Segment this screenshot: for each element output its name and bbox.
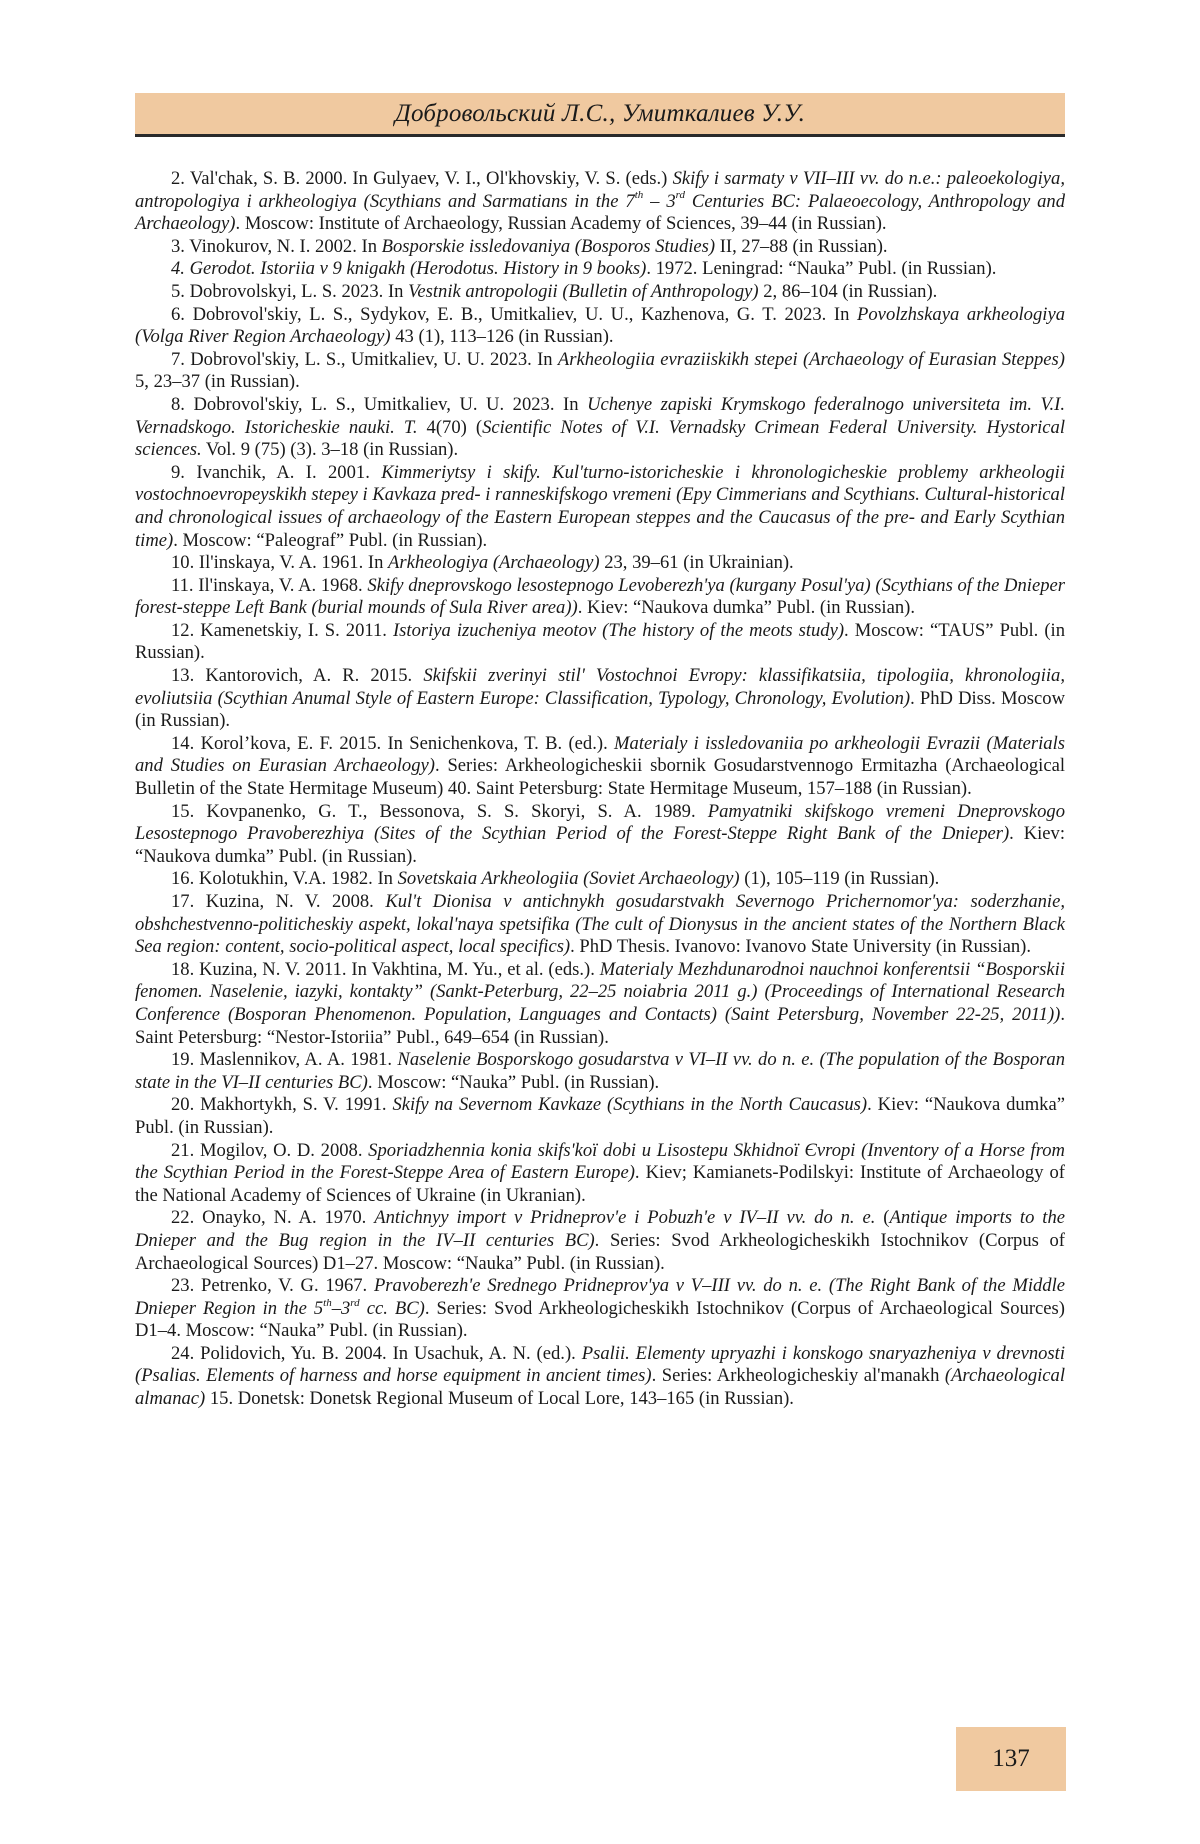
reference-text-segment: . 1972. Leningrad: “Nauka” Publ. (in Russian).	[646, 258, 997, 280]
reference-number: 4.	[171, 258, 185, 280]
reference-text-segment: . Kiev: “Naukova dumka” Publ. (in Russian).	[135, 823, 1065, 867]
reference-text-segment: Vinokurov, N. I. 2002. In	[189, 235, 382, 257]
reference-title-segment: Povolzhskaya arkheologiya (Volga River Region Archaeology)	[135, 303, 1065, 348]
reference-text-segment: . Kiev: “Naukova dumka” Publ. (in Russian).	[135, 1094, 1065, 1138]
running-header	[135, 93, 1065, 137]
reference-text-segment: Korol’kova, E. F. 2015. In Senichenkova, T. B. (ed.).	[200, 732, 615, 754]
reference-title-segment: th	[323, 1296, 332, 1309]
reference-number: 18.	[171, 958, 195, 980]
reference-text-segment: . Kiev; Kamianets-Podilskyi: Institute of Archaeology of the National Academy of Sciences of Ukraine (in Ukranian).	[135, 1162, 1065, 1206]
reference-number: 7.	[171, 348, 185, 370]
page-number-box	[956, 1727, 1066, 1791]
reference-title-segment: Naselenie Bosporskogo gosudarstva v VI–II vv. do n. e. (The population of the Bosporan state in the VI–II centuries BC)	[135, 1049, 1066, 1093]
reference-title-segment: Materialy i issledovaniia po arkheologii Evrazii (Materials and Studies on Eurasian Archaeology)	[135, 732, 1065, 777]
reference-number: 24.	[171, 1342, 195, 1364]
reference-text-segment: . Kiev: “Naukova dumka” Publ. (in Russian).	[577, 597, 915, 619]
reference-entry	[135, 1094, 1065, 1139]
reference-entry	[135, 1140, 1065, 1208]
reference-entry	[135, 1343, 1065, 1411]
reference-text-segment: Kuzina, N. V. 2008.	[205, 891, 386, 912]
reference-text-segment: (	[875, 1207, 890, 1229]
reference-entry	[135, 1275, 1065, 1343]
reference-title-segment: – 3	[643, 190, 676, 212]
reference-entry	[135, 575, 1065, 620]
reference-entry	[135, 236, 1065, 259]
reference-entry	[135, 959, 1065, 1049]
reference-text-segment: . Moscow: Institute of Archaeology, Russian Academy of Sciences, 39–44 (in Russian).	[235, 213, 887, 235]
reference-number: 13.	[171, 665, 195, 687]
reference-text-segment: Dobrovol'skiy, L. S., Umitkaliev, U. U. 2023. In	[193, 393, 588, 415]
reference-title-segment: Arkheologiya (Archaeology)	[388, 552, 600, 574]
reference-text-segment: . Series: Svod Arkheologicheskikh Istochnikov (Corpus of Archaeological Sources) D1–27. Moscow: “Nauka” Publ. (in Russian).	[135, 1229, 1065, 1274]
page-number: 137	[992, 1745, 1030, 1772]
reference-title-segment: Skify na Severnom Kavkaze (Scythians in the North Caucasus)	[392, 1094, 868, 1116]
reference-title-segment: Skify dneprovskogo lesostepnogo Levoberezh'ya (kurgany Posul'ya) (Scythians of the Dnieper forest-steppe Left Bank (burial mounds of Sula River area))	[135, 574, 1065, 619]
reference-text-segment: Mogilov, O. D. 2008.	[199, 1139, 369, 1161]
reference-text-segment: Val'chak, S. B. 2000. In Gulyaev, V. I., Ol'khovskiy, V. S. (eds.)	[189, 168, 673, 189]
reference-number: 3.	[171, 235, 185, 257]
reference-number: 21.	[171, 1139, 195, 1161]
reference-text-segment: . Moscow: “Paleograf” Publ. (in Russian).	[173, 529, 488, 551]
reference-text-segment: Kolotukhin, V.A. 1982. In	[198, 868, 398, 890]
reference-list	[135, 168, 1065, 1411]
reference-entry	[135, 168, 1065, 236]
reference-title-segment: Antique imports to the Dnieper and the Bug region in the IV–II centuries BC)	[135, 1207, 1065, 1251]
reference-title-segment: Vestnik antropologii (Bulletin of Anthropology)	[408, 280, 759, 302]
reference-text-segment: Polidovich, Yu. B. 2004. In Usachuk, A. N. (ed.).	[200, 1342, 582, 1364]
reference-number: 8.	[171, 393, 185, 415]
reference-text-segment: . Series: Arkheologicheskiy al'manakh	[651, 1365, 945, 1387]
reference-entry	[135, 462, 1065, 552]
reference-title-segment: Psalii. Elementy upryazhi i konskogo snaryazheniya v drevnosti (Psalias. Elements of harness and horse equipment in ancient times)	[135, 1342, 1065, 1387]
reference-title-segment: Materialy Mezhdunarodnoi nauchnoi konferentsii “Bosporskii fenomen. Naselenie, iazyki, kontakty” (Sankt-Peterburg, 22–25 noiabria 2011 g.) (Proceedings of International Research Conference (Bosporan Phenomenon. Population, Languages and Contacts) (Saint Petersburg, November 22-25, 2011))	[135, 958, 1065, 1025]
reference-number: 19.	[171, 1049, 195, 1071]
reference-title-segment: Sporiadzhennia konia skifs'koï dobi u Lisostepu Skhidnoï Єvropi (Inventory of a Horse from the Scythian Period in the Forest-Steppe Area of Eastern Europe)	[135, 1139, 1065, 1184]
reference-text-segment: 23, 39–61 (in Ukrainian).	[599, 552, 794, 574]
reference-title-segment: rd	[350, 1296, 360, 1309]
reference-title-segment: (Archaeological almanac)	[135, 1365, 1066, 1410]
reference-entry	[135, 733, 1065, 801]
reference-text-segment: Dobrovol'skiy, L. S., Sydykov, E. B., Umitkaliev, U. U., Kazhenova, G. T. 2023. In	[192, 303, 858, 325]
reference-text-segment: Kuzina, N. V. 2011. In Vakhtina, M. Yu., et al. (eds.).	[199, 958, 600, 980]
reference-entry	[135, 665, 1065, 733]
reference-text-segment: Makhortykh, S. V. 1991.	[200, 1094, 393, 1116]
reference-entry	[135, 281, 1065, 304]
reference-entry	[135, 304, 1065, 349]
reference-text-segment: Il'inskaya, V. A. 1961. In	[198, 552, 389, 574]
reference-number: 22.	[171, 1207, 195, 1229]
reference-title-segment: Kimmeriytsy i skify. Kul'turno-istoricheskie i khronologicheskie problemy arkheologii vostochnoevropeyskikh stepey i Kavkaza pred- i ranneskifskogo vremeni (Epy Cimmerians and Scythians. Cultural-historical and chronological issues of archaeology of the Eastern European steppes and the Caucasus of the pre- and Early Scythian time)	[135, 461, 1066, 551]
reference-title-segment: Kul't Dionisa v antichnykh gosudarstvakh Severnogo Prichernomor'ya: soderzhanie, obshchestvenno-politicheskiy aspekt, lokal'naya spetsifika (The cult of Dionysus in the ancient states of the Northern Black Sea region: content, socio-political aspect, local specifics)	[135, 891, 1065, 958]
reference-entry	[135, 891, 1065, 959]
reference-text-segment: Vol. 9 (75) (3). 3–18 (in Russian).	[201, 439, 459, 461]
reference-text-segment: Kantorovich, A. R. 2015.	[205, 665, 424, 687]
reference-text-segment: . Moscow: “TAUS” Publ. (in Russian).	[135, 619, 1066, 664]
reference-number: 17.	[171, 891, 195, 912]
reference-title-segment: Pamyatniki skifskogo vremeni Dneprovskogo Lesostepnogo Pravoberezhiya (Sites of the Scythian Period of the Forest-Steppe Right Bank of the Dnieper)	[135, 800, 1065, 845]
reference-title-segment: –3	[331, 1297, 351, 1319]
reference-text-segment: II, 27–88 (in Russian).	[715, 235, 888, 257]
reference-text-segment: (1), 105–119 (in Russian).	[739, 868, 940, 890]
reference-title-segment: th	[634, 189, 644, 202]
reference-number: 20.	[171, 1094, 195, 1116]
reference-number: 14.	[171, 732, 195, 754]
reference-entry	[135, 349, 1065, 394]
reference-title-segment: Scientific Notes of V.I. Vernadsky Crimean Federal University. Hystorical sciences.	[135, 416, 1066, 461]
reference-text-segment: Kamenetskiy, I. S. 2011.	[200, 619, 393, 641]
reference-number: 2.	[171, 168, 185, 189]
reference-entry	[135, 552, 1065, 575]
reference-number: 10.	[171, 552, 195, 574]
reference-text-segment: Ivanchik, A. I. 2001.	[196, 461, 382, 483]
reference-text-segment: Kovpanenko, G. T., Bessonova, S. S. Skoryi, S. A. 1989.	[206, 800, 708, 822]
reference-number: 11.	[171, 574, 194, 596]
reference-entry	[135, 394, 1065, 462]
reference-text-segment: Maslennikov, A. A. 1981.	[199, 1049, 398, 1071]
reference-title-segment: Skify i sarmaty v VII–III vv. do n.e.: paleoekologiya, antropologiya i arkheologiya (Scythians and Sarmatians in the 7	[135, 168, 1065, 212]
reference-title-segment: Centuries BC: Palaeoecology, Anthropology and Archaeology)	[135, 190, 1066, 235]
reference-text-segment: Onayko, N. A. 1970.	[202, 1207, 375, 1229]
reference-text-segment: 4(70) (	[417, 416, 483, 438]
reference-entry	[135, 1207, 1065, 1275]
reference-entry	[135, 258, 1065, 281]
reference-title-segment: Antichnyy import v Pridneprov'e i Pobuzh'e v IV–II vv. do n. e.	[374, 1207, 876, 1229]
reference-text-segment: . Moscow: “Nauka” Publ. (in Russian).	[367, 1071, 660, 1093]
reference-title-segment: cc. BC)	[359, 1297, 425, 1319]
reference-text-segment: . PhD Thesis. Ivanovo: Ivanovo State University (in Russian).	[570, 936, 1031, 958]
reference-text-segment: Dobrovol'skiy, L. S., Umitkaliev, U. U. 2023. In	[190, 348, 558, 370]
reference-text-segment: . Series: Svod Arkheologicheskikh Istochnikov (Corpus of Archaeological Sources) D1–4. Moscow: “Nauka” Publ. (in Russian).	[135, 1297, 1065, 1342]
reference-number: 6.	[171, 303, 185, 325]
reference-entry	[135, 620, 1065, 665]
reference-title-segment: Arkheologiia evraziiskikh stepei (Archaeology of Eurasian Steppes)	[557, 348, 1065, 370]
reference-title-segment: Sovetskaia Arkheologiia (Soviet Archaeology)	[397, 868, 740, 890]
reference-entry	[135, 868, 1065, 891]
reference-number: 15.	[171, 800, 195, 822]
reference-text-segment: 43 (1), 113–126 (in Russian).	[390, 326, 614, 348]
reference-text-segment: . Saint Petersburg: “Nestor-Istoriia” Publ., 649–654 (in Russian).	[135, 1003, 1065, 1048]
reference-title-segment: Uchenye zapiski Krymskogo federalnogo universiteta im. V.I. Vernadskogo. Istoricheskie nauki. T.	[135, 393, 1065, 438]
reference-text-segment: Petrenko, V. G. 1967.	[201, 1275, 374, 1297]
reference-text-segment: . Series: Arkheologicheskii sbornik Gosudarstvennogo Ermitazha (Archaeological Bulletin of the State Hermitage Museum) 40. Saint Petersburg: State Hermitage Museum, 157–188 (in Russian).	[135, 755, 1066, 800]
reference-entry	[135, 1049, 1065, 1094]
reference-text-segment: 2, 86–104 (in Russian).	[758, 280, 938, 302]
reference-number: 16.	[171, 868, 195, 890]
reference-text-segment: 5, 23–37 (in Russian).	[135, 371, 300, 393]
reference-number: 9.	[171, 461, 185, 483]
reference-title-segment: Istoriya izucheniya meotov (The history of the meots study)	[392, 619, 845, 641]
reference-entry	[135, 801, 1065, 869]
reference-number: 23.	[171, 1275, 195, 1297]
running-header-title: Добровольский Л.С., Умиткалиев У.У.	[394, 99, 806, 127]
reference-title-segment: Skifskii zverinyi stil' Vostochnoi Evropy: klassifikatsiia, tipologiia, khronologiia, evoliutsiia (Scythian Anumal Style of Eastern Europe: Classification, Typology, Chronology, Evolution)	[135, 665, 1065, 709]
reference-text-segment: Dobrovolskyi, L. S. 2023. In	[189, 280, 409, 302]
reference-title-segment: Pravoberezh'e Srednego Pridneprov'ya v V–III vv. do n. e. (The Right Bank of the Middle Dnieper Region in the 5	[135, 1275, 1065, 1319]
reference-number: 12.	[171, 619, 195, 641]
reference-title-segment: rd	[675, 189, 686, 202]
reference-title-segment: Gerodot. Istoriia v 9 knigakh (Herodotus. History in 9 books)	[189, 258, 647, 280]
reference-text-segment: . PhD Diss. Moscow (in Russian).	[135, 687, 1065, 732]
reference-text-segment: Il'inskaya, V. A. 1968.	[198, 574, 368, 596]
reference-text-segment: 15. Donetsk: Donetsk Regional Museum of Local Lore, 143–165 (in Russian).	[205, 1388, 794, 1410]
reference-title-segment: Bosporskie issledovaniya (Bosporos Studies)	[381, 235, 716, 257]
reference-number: 5.	[171, 280, 185, 302]
